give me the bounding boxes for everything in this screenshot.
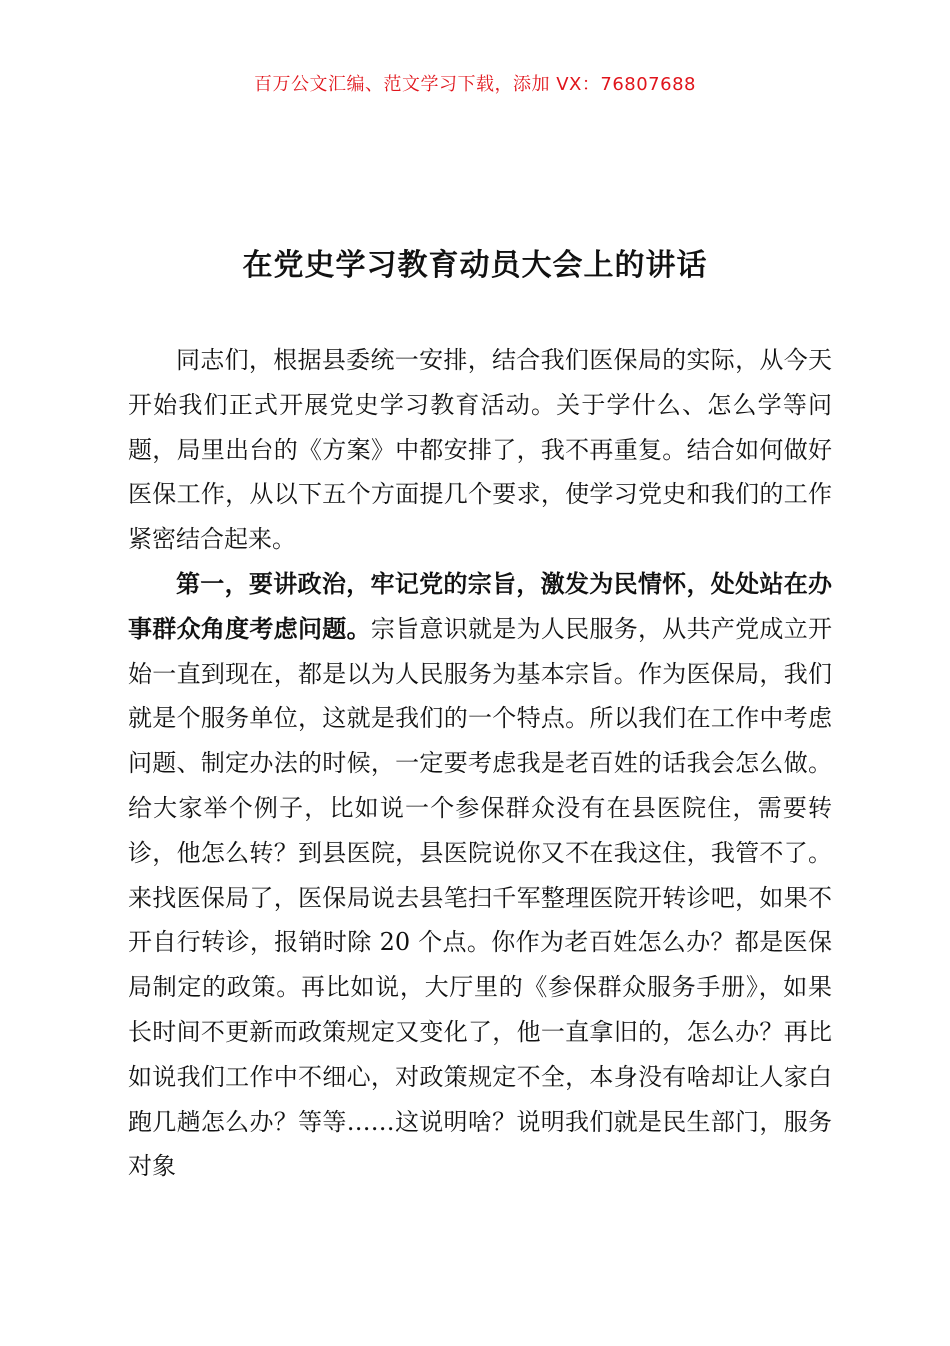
watermark-header-note: 百万公文汇编、范文学习下载，添加 VX：76807688 <box>254 74 696 95</box>
paragraph-intro: 同志们，根据县委统一安排，结合我们医保局的实际，从今天开始我们正式开展党史学习教育活动。关于学什么、怎么学等问题，局里出台的《方案》中都安排了，我不再重复。结合如何做好医保工作，从以下五个方面提几个要求，使学习党史和我们的工作紧密结合起来。 <box>128 346 832 554</box>
document-title: 在党史学习教育动员大会上的讲话 <box>242 248 708 283</box>
paragraph-point-one <box>128 562 832 1189</box>
document-body <box>128 338 832 1189</box>
paragraph-point-one-lead: 第一，要讲政治，牢记党的宗旨，激发为民情怀，处处站在办事群众角度考虑问题。 <box>128 568 832 643</box>
paragraph-point-one-body: 宗旨意识就是为人民服务，从共产党成立开始一直到现在，都是以为人民服务为基本宗旨。作为医保局，我们就是个服务单位，这就是我们的一个特点。所以我们在工作中考虑问题、制定办法的时候，一定要考虑我是老百姓的话我会怎么做。给大家举个例子，比如说一个参保群众没有在县医院住，需要转诊，他怎么转？到县医院，县医院说你又不在我这住，我管不了。来找医保局了，医保局说去县笔扫千军整理医院开转诊吧，如果不开自行转诊，报销时除 20 个点。你作为老百姓怎么办？都是医保局制定的政策。再比如说，大厅里的《参保群众服务手册》，如果长时间不更新而政策规定又变化了，他一直拿旧的，怎么办？再比如说我们工作中不细心，对政策规定不全，本身没有啥却让人家白跑几趟怎么办？等等……这说明啥？说明我们就是民生部门，服务对象 <box>128 614 833 1181</box>
